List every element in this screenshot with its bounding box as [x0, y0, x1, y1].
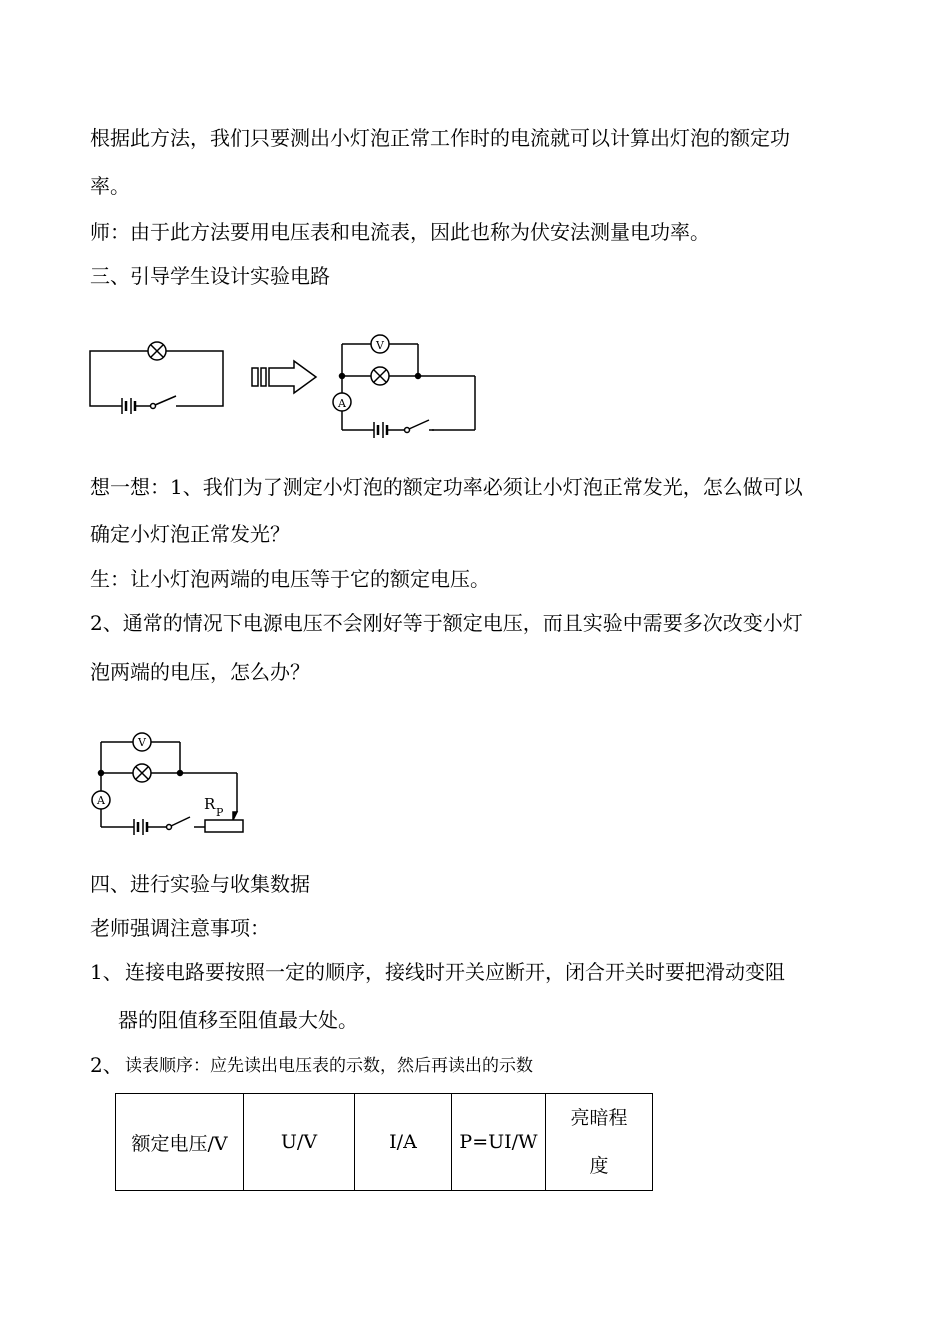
section-heading-3: 三、引导学生设计实验电路	[90, 264, 330, 288]
brightness-header-line-1: 亮暗程	[570, 1107, 628, 1129]
ammeter-label: A	[338, 397, 346, 410]
paragraph-4-line-2: 确定小灯泡正常发光？	[90, 522, 290, 546]
circuit-with-voltmeter-and-ammeter	[333, 335, 475, 439]
voltmeter-label-2: V	[138, 736, 146, 749]
paragraph-6-line-2: 泡两端的电压，怎么办？	[90, 660, 310, 684]
paragraph-5: 生：让小灯泡两端的电压等于它的额定电压。	[90, 567, 490, 591]
rheostat-label: R	[204, 795, 216, 813]
ammeter-label-2: A	[97, 794, 105, 807]
data-table	[115, 1093, 653, 1191]
rheostat-subscript: P	[216, 806, 224, 819]
circuit-diagrams-comparison	[80, 330, 490, 450]
table-header-cell: P=UI/W	[452, 1094, 546, 1191]
table-header-cell-brightness	[546, 1094, 653, 1191]
section-heading-4: 四、进行实验与收集数据	[90, 872, 310, 896]
list-item-2-number: 2、	[90, 1053, 123, 1077]
paragraph-6-line-1: 2、通常的情况下电源电压不会刚好等于额定电压，而且实验中需要多次改变小灯	[90, 611, 803, 635]
table-header-cell: I/A	[355, 1094, 452, 1191]
table-header-cell: 额定电压/V	[116, 1094, 244, 1191]
list-item-1-number: 1、	[90, 960, 123, 984]
paragraph-1-line-1: 根据此方法，我们只要测出小灯泡正常工作时的电流就可以计算出灯泡的额定功	[90, 126, 790, 150]
voltmeter-label: V	[376, 339, 384, 352]
arrow-shape	[252, 361, 316, 393]
list-item-1-line-1: 连接电路要按照一定的顺序，接线时开关应断开，闭合开关时要把滑动变阻	[125, 960, 785, 984]
paragraph-8: 老师强调注意事项：	[90, 916, 270, 940]
table-header-cell: U/V	[244, 1094, 355, 1191]
simple-circuit-diagram	[90, 342, 223, 415]
list-item-2-text: 读表顺序：应先读出电压表的示数，然后再读出的示数	[125, 1056, 533, 1076]
circuit-with-rheostat-diagram	[88, 728, 258, 843]
list-item-1-line-2: 器的阻值移至阻值最大处。	[118, 1008, 358, 1032]
paragraph-4-line-1: 想一想：1、我们为了测定小灯泡的额定功率必须让小灯泡正常发光，怎么做可以	[90, 475, 803, 499]
table-header-row	[116, 1094, 653, 1191]
paragraph-1-line-2: 率。	[90, 174, 130, 198]
brightness-header-line-2: 度	[589, 1155, 609, 1177]
paragraph-2: 师：由于此方法要用电压表和电流表，因此也称为伏安法测量电功率。	[90, 220, 710, 244]
